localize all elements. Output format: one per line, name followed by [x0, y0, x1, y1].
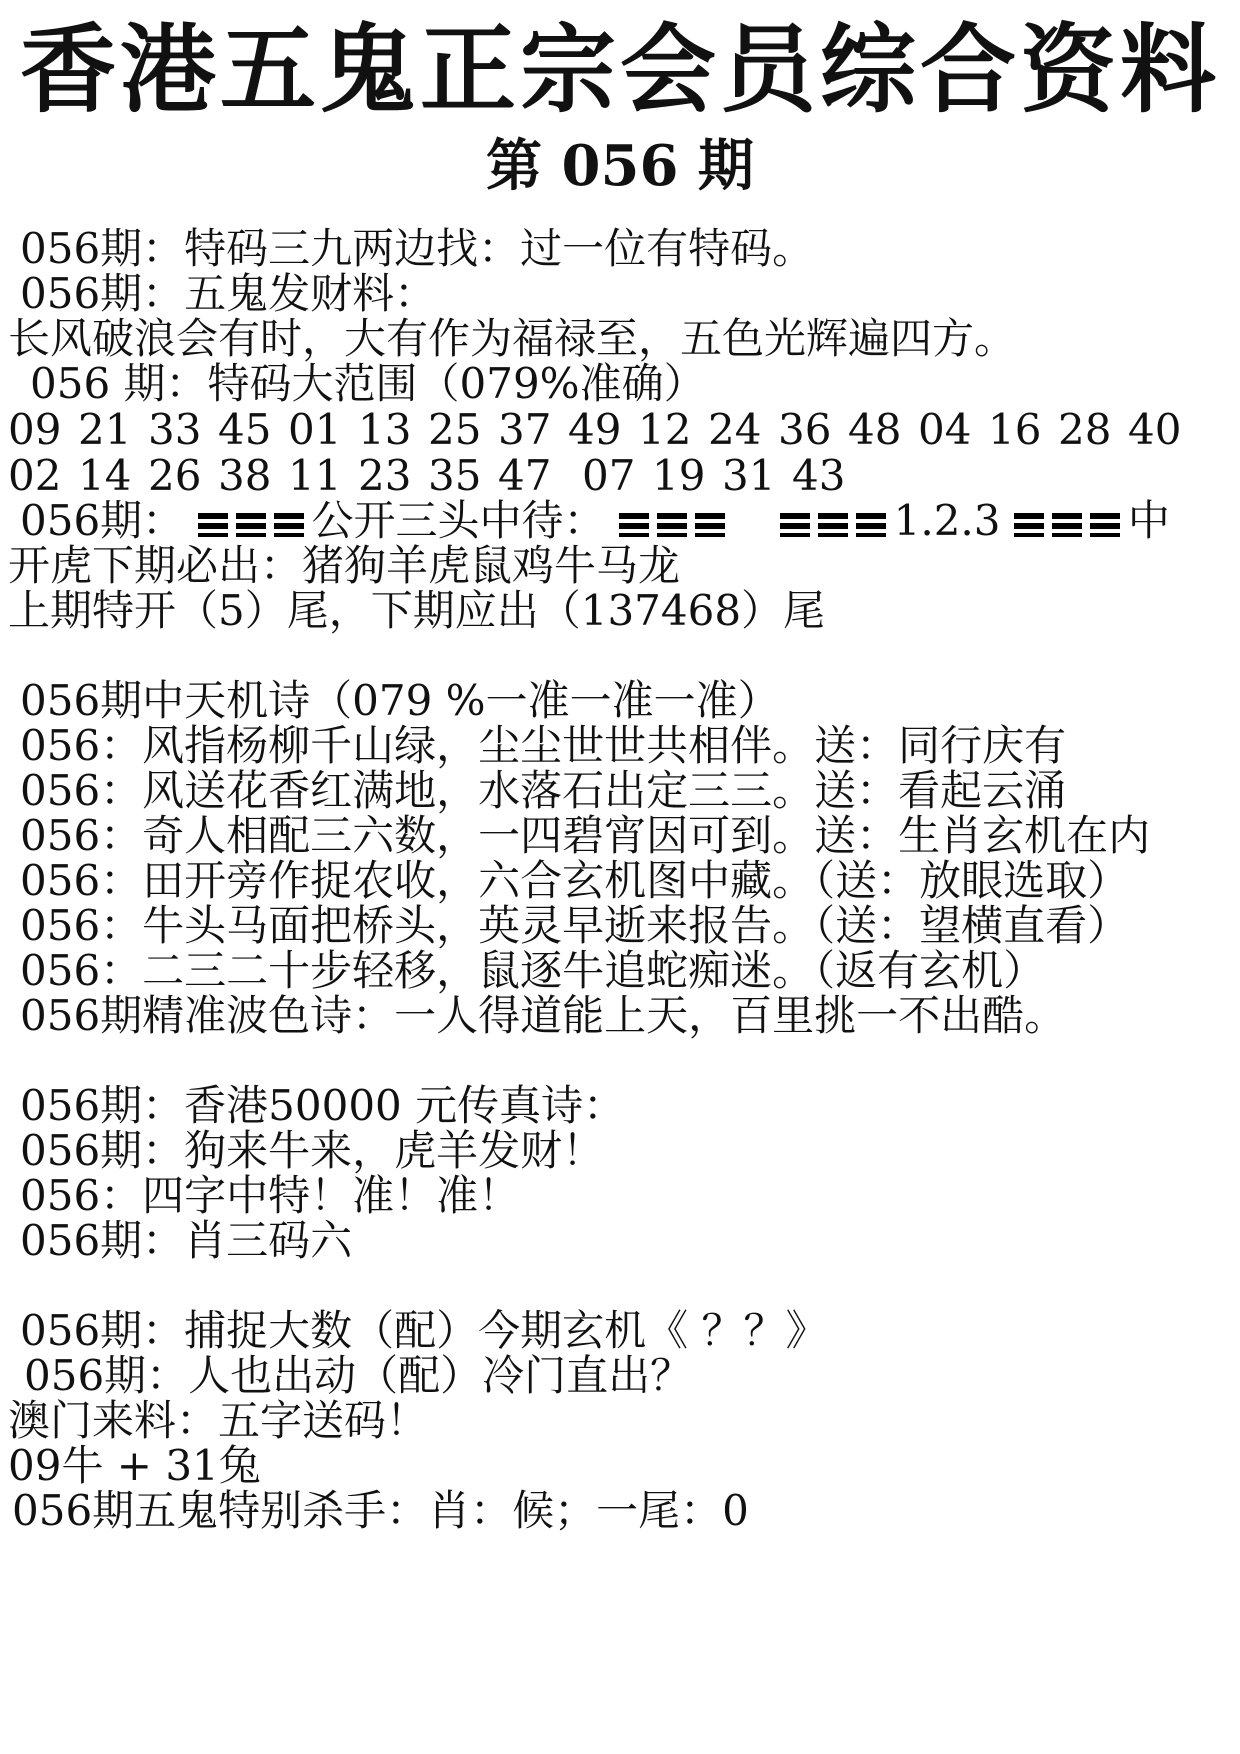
number-cell: 09 — [8, 405, 62, 454]
text-line-17: 056期：狗来牛来，虎羊发财！ — [20, 1126, 605, 1175]
block-mark — [236, 513, 266, 537]
text-line-9: 056：风指杨柳千山绿，尘尘世世共相伴。送：同行庆有 — [20, 721, 1067, 770]
block-mark — [198, 513, 228, 537]
text-line-19: 056期：肖三码六 — [20, 1216, 353, 1265]
text-line-4: 056 期：特码大范围（079%准确） — [30, 359, 706, 408]
line-5-prefix: 056期： — [20, 496, 185, 545]
text-line-20: 056期：捕捉大数（配）今期玄机《 ？？》 — [20, 1306, 828, 1355]
issue-number: 第 056 期 — [486, 133, 754, 199]
number-cell: 21 — [78, 405, 132, 454]
block-mark — [818, 513, 848, 537]
number-cell: 38 — [218, 451, 272, 500]
number-cell: 26 — [148, 451, 202, 500]
block-mark — [695, 513, 725, 537]
number-cell: 23 — [358, 451, 412, 500]
text-line-11: 056：奇人相配三六数，一四碧宵因可到。送：生肖玄机在内 — [20, 811, 1151, 860]
block-mark — [619, 513, 649, 537]
text-line-13: 056：牛头马面把桥头，英灵早逝来报告。（送：望横直看） — [20, 901, 1130, 950]
text-line-3: 长风破浪会有时，大有作为福禄至，五色光辉遍四方。 — [8, 314, 1017, 363]
number-cell: 07 — [582, 451, 636, 500]
number-cell: 02 — [8, 451, 62, 500]
number-cell: 01 — [288, 405, 342, 454]
text-line-10: 056：风送花香红满地，水落石出定三三。送：看起云涌 — [20, 766, 1067, 815]
line-5-mid: 公开三头中待： — [311, 496, 606, 545]
number-cell: 48 — [848, 405, 902, 454]
number-row-1 — [8, 405, 1198, 454]
text-line-7: 上期特开（5）尾，下期应出（137468）尾 — [8, 586, 826, 635]
number-cell: 25 — [428, 405, 482, 454]
number-cell: 43 — [792, 451, 846, 500]
block-mark — [657, 513, 687, 537]
text-line-21: 056期：人也出动（配）冷门直出？ — [24, 1351, 693, 1400]
number-cell: 35 — [428, 451, 482, 500]
text-line-12: 056：田开旁作捉农收，六合玄机图中藏。（送：放眼选取） — [20, 856, 1130, 905]
number-cell: 12 — [638, 405, 692, 454]
number-row-2 — [8, 451, 862, 500]
block-mark — [1052, 513, 1082, 537]
number-cell: 33 — [148, 405, 202, 454]
number-cell: 47 — [498, 451, 552, 500]
number-cell: 40 — [1128, 405, 1182, 454]
text-line-15: 056期精准波色诗：一人得道能上天，百里挑一不出酷。 — [20, 991, 1067, 1040]
text-line-16: 056期：香港50000 元传真诗： — [20, 1081, 626, 1130]
number-cell: 28 — [1058, 405, 1112, 454]
block-mark — [274, 513, 304, 537]
text-line-22: 澳门来料：五字送码！ — [8, 1396, 429, 1445]
text-line-1: 056期：特码三九两边找：过一位有特码。 — [20, 224, 815, 273]
text-line-24: 056期五鬼特别杀手：肖：候；一尾：0 — [12, 1486, 749, 1535]
number-cell: 11 — [288, 451, 342, 500]
number-cell: 24 — [708, 405, 762, 454]
text-line-18: 056：四字中特！准！准！ — [20, 1171, 521, 1220]
number-cell: 13 — [358, 405, 412, 454]
line-5-end: 中 — [1127, 496, 1170, 545]
number-cell: 36 — [778, 405, 832, 454]
number-cell: 16 — [988, 405, 1042, 454]
text-line-2: 056期：五鬼发财料： — [20, 269, 437, 318]
number-cell: 31 — [722, 451, 776, 500]
text-line-8: 056期中天机诗（079 %一准一准一准） — [20, 676, 780, 725]
text-line-14: 056：二三二十步轻移，鼠逐牛追蛇痴迷。（返有玄机） — [20, 946, 1046, 995]
number-cell: 19 — [652, 451, 706, 500]
block-mark — [780, 513, 810, 537]
block-mark — [1014, 513, 1044, 537]
text-line-5 — [20, 496, 1170, 545]
text-line-6: 开虎下期必出：猪狗羊虎鼠鸡牛马龙 — [8, 541, 681, 590]
number-cell: 49 — [568, 405, 622, 454]
number-cell: 04 — [918, 405, 972, 454]
number-cell: 14 — [78, 451, 132, 500]
block-mark — [1090, 513, 1120, 537]
number-cell: 45 — [218, 405, 272, 454]
block-mark — [856, 513, 886, 537]
document-title: 香港五鬼正宗会员综合资料 — [20, 14, 1220, 126]
text-line-23: 09牛 + 31兔 — [8, 1441, 261, 1490]
line-5-numbers: 1.2.3 — [893, 496, 1001, 545]
number-cell: 37 — [498, 405, 552, 454]
